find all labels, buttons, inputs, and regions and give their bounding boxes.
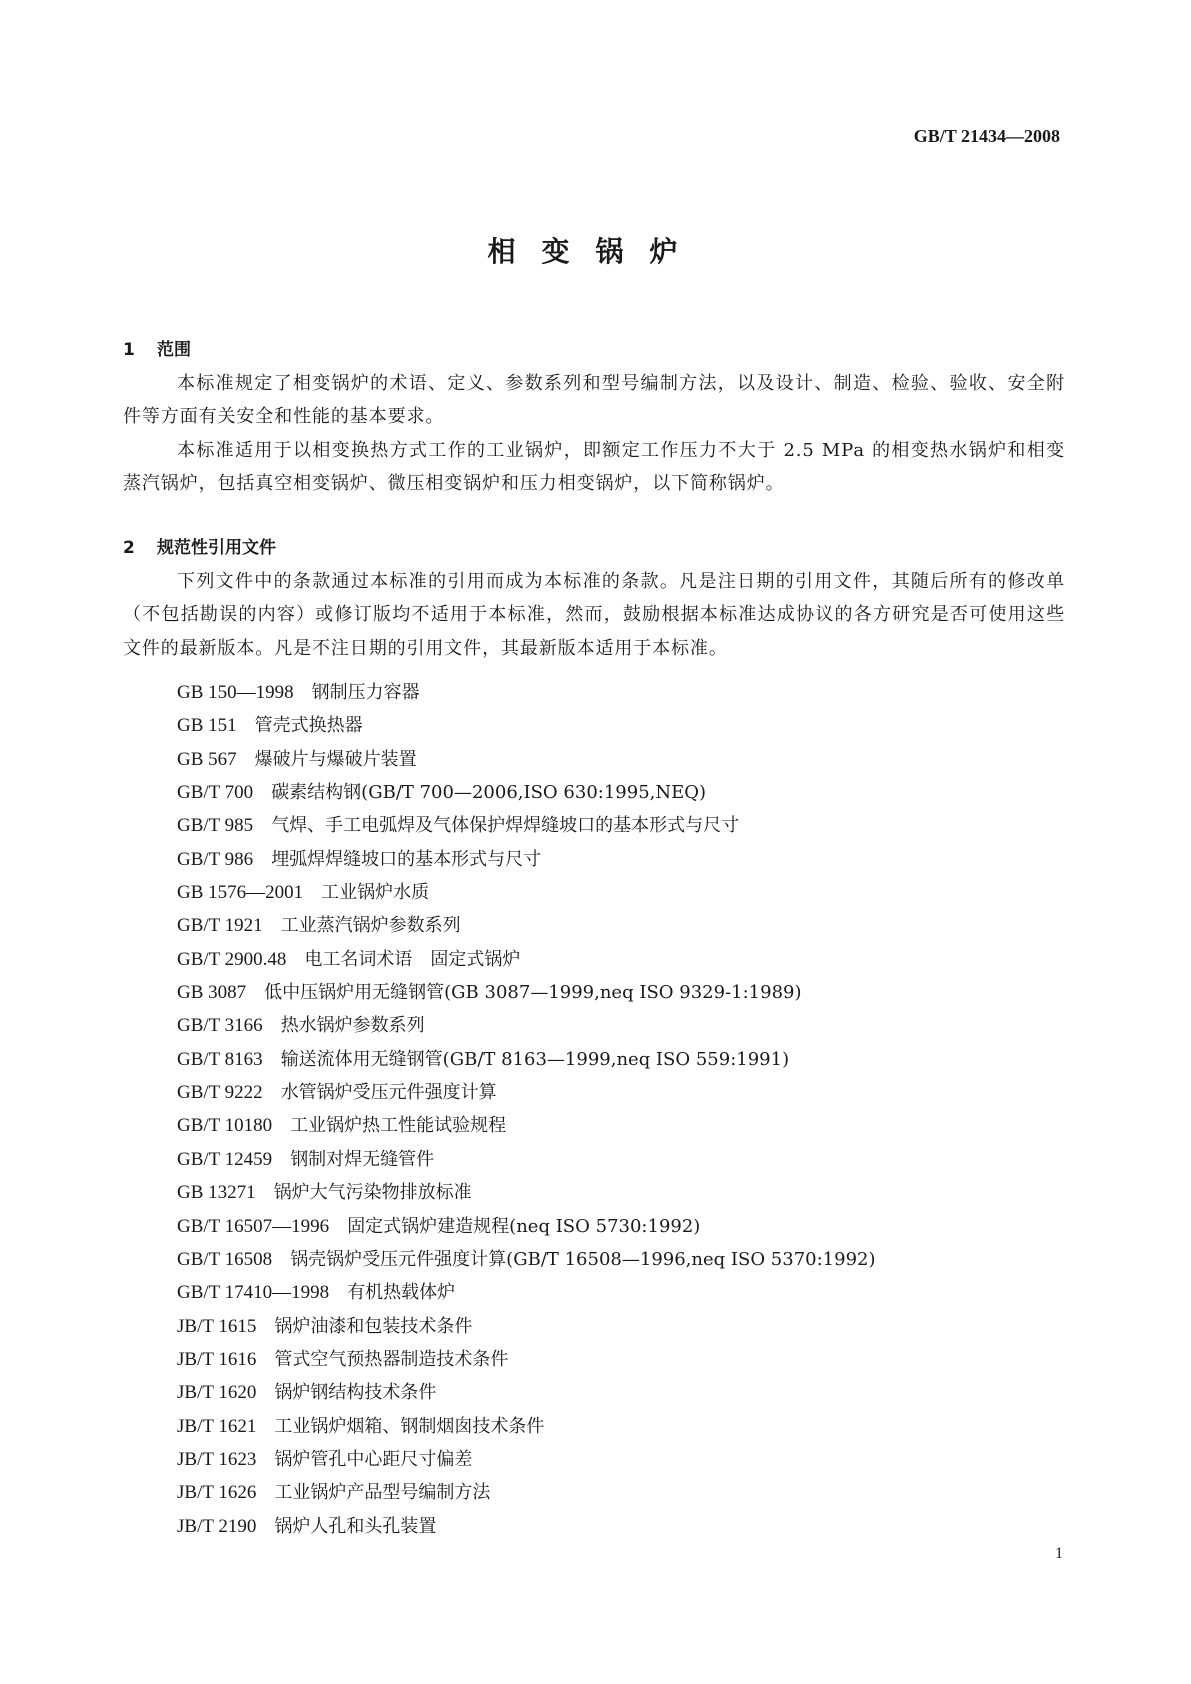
reference-code: GB/T 1921 [177,915,263,937]
reference-code: GB 13271 [177,1182,256,1204]
reference-item [177,1143,876,1176]
reference-item [177,1310,876,1343]
standard-number-header: GB/T 21434—2008 [913,126,1060,146]
reference-code: GB/T 985 [177,815,254,837]
paragraph: 本标准适用于以相变换热方式工作的工业锅炉，即额定工作压力不大于 2.5 MPa 的相变热水锅炉和相变蒸汽锅炉，包括真空相变锅炉、微压相变锅炉和压力相变锅炉，以下简称锅炉。 [123,439,1065,495]
reference-item [177,1276,876,1309]
reference-item [177,1343,876,1376]
reference-title: 埋弧焊焊缝坡口的基本形式与尺寸 [271,848,542,870]
reference-title: 锅炉管孔中心距尺寸偏差 [274,1448,473,1470]
reference-code: GB/T 700 [177,782,254,804]
reference-title: 低中压锅炉用无缝钢管(GB 3087—1999,neq ISO 9329-1:1989) [264,982,802,1004]
reference-title: 输送流体用无缝钢管(GB/T 8163—1999,neq ISO 559:1991) [280,1048,790,1070]
reference-code: GB/T 9222 [177,1082,263,1104]
reference-code: GB/T 986 [177,848,254,870]
section-number: 1 [123,340,135,360]
reference-item [177,676,876,709]
reference-item [177,1243,876,1276]
reference-code: GB/T 17410—1998 [177,1282,330,1304]
reference-title: 工业锅炉烟箱、钢制烟囱技术条件 [274,1415,545,1437]
reference-code: GB/T 2900.48 [177,948,287,970]
reference-item [177,1443,876,1476]
document-title: 相变锅炉 [487,235,704,268]
reference-title: 锅炉人孔和头孔装置 [274,1515,437,1537]
reference-item [177,1410,876,1443]
reference-title: 锅炉油漆和包装技术条件 [274,1315,473,1337]
reference-code: GB/T 3166 [177,1015,263,1037]
reference-item [177,909,876,942]
reference-code: JB/T 1620 [177,1382,257,1404]
reference-code: GB 3087 [177,982,247,1004]
reference-item [177,876,876,909]
reference-title: 水管锅炉受压元件强度计算 [280,1082,497,1104]
page-number: 1 [1055,1545,1063,1562]
reference-title: 工业锅炉水质 [321,882,430,904]
reference-code: JB/T 1616 [177,1348,257,1370]
reference-item [177,776,876,809]
reference-title: 管壳式换热器 [254,715,363,737]
reference-code: JB/T 1621 [177,1415,257,1437]
paragraph: 下列文件中的条款通过本标准的引用而成为本标准的条款。凡是注日期的引用文件，其随后所有的修改单（不包括勘误的内容）或修订版均不适用于本标准，然而，鼓励根据本标准达成协议的各方研究是否可使用这些文件的最新版本。凡是不注日期的引用文件，其最新版本适用于本标准。 [123,571,1065,659]
reference-item [177,809,876,842]
reference-title: 工业蒸汽锅炉参数系列 [280,915,461,937]
section-heading-scope [123,335,191,360]
reference-code: GB/T 12459 [177,1148,273,1170]
reference-title: 管式空气预热器制造技术条件 [274,1348,509,1370]
reference-code: GB/T 16508 [177,1248,273,1270]
reference-code: JB/T 2190 [177,1515,257,1537]
reference-title: 锅炉钢结构技术条件 [274,1382,437,1404]
reference-code: GB/T 16507—1996 [177,1215,330,1237]
reference-title: 气焊、手工电弧焊及气体保护焊焊缝坡口的基本形式与尺寸 [271,815,740,837]
reference-title: 工业锅炉热工性能试验规程 [290,1115,507,1137]
reference-item [177,1009,876,1042]
reference-title: 工业锅炉产品型号编制方法 [274,1482,491,1504]
reference-item [177,1109,876,1142]
reference-item [177,743,876,776]
reference-code: GB 567 [177,748,237,770]
reference-item [177,1210,876,1243]
reference-code: GB/T 10180 [177,1115,273,1137]
reference-title: 锅壳锅炉受压元件强度计算(GB/T 16508—1996,neq ISO 5370:1992) [290,1248,876,1270]
reference-item [177,1476,876,1509]
reference-item [177,976,876,1009]
reference-code: JB/T 1626 [177,1482,257,1504]
reference-title: 钢制对焊无缝管件 [290,1148,435,1170]
reference-code: JB/T 1615 [177,1315,257,1337]
reference-item [177,1376,876,1409]
reference-code: GB 1576—2001 [177,882,304,904]
reference-item [177,943,876,976]
reference-title: 碳素结构钢(GB/T 700—2006,ISO 630:1995,NEQ) [271,782,707,804]
section-title: 规范性引用文件 [157,538,276,558]
reference-code: GB/T 8163 [177,1048,263,1070]
references-intro [123,565,1065,665]
reference-title: 电工名词术语 固定式锅炉 [304,948,521,970]
reference-title: 热水锅炉参数系列 [280,1015,425,1037]
reference-code: GB 151 [177,715,237,737]
reference-item [177,1076,876,1109]
reference-title: 爆破片与爆破片装置 [254,748,417,770]
reference-item [177,1043,876,1076]
reference-title: 有机热载体炉 [347,1282,456,1304]
reference-code: JB/T 1623 [177,1448,257,1470]
reference-list [177,676,876,1543]
reference-code: GB 150—1998 [177,682,294,703]
reference-item [177,843,876,876]
section-heading-normative-references [123,533,276,558]
scope-body [123,367,1065,501]
section-number: 2 [123,538,135,558]
paragraph: 本标准规定了相变锅炉的术语、定义、参数系列和型号编制方法，以及设计、制造、检验、验收、安全附件等方面有关安全和性能的基本要求。 [123,373,1065,428]
reference-title: 固定式锅炉建造规程(neq ISO 5730:1992) [347,1215,701,1237]
reference-item [177,709,876,742]
reference-title: 锅炉大气污染物排放标准 [273,1182,472,1204]
section-title: 范围 [157,340,191,360]
reference-item [177,1176,876,1209]
reference-item [177,1510,876,1543]
reference-title: 钢制压力容器 [311,682,420,703]
